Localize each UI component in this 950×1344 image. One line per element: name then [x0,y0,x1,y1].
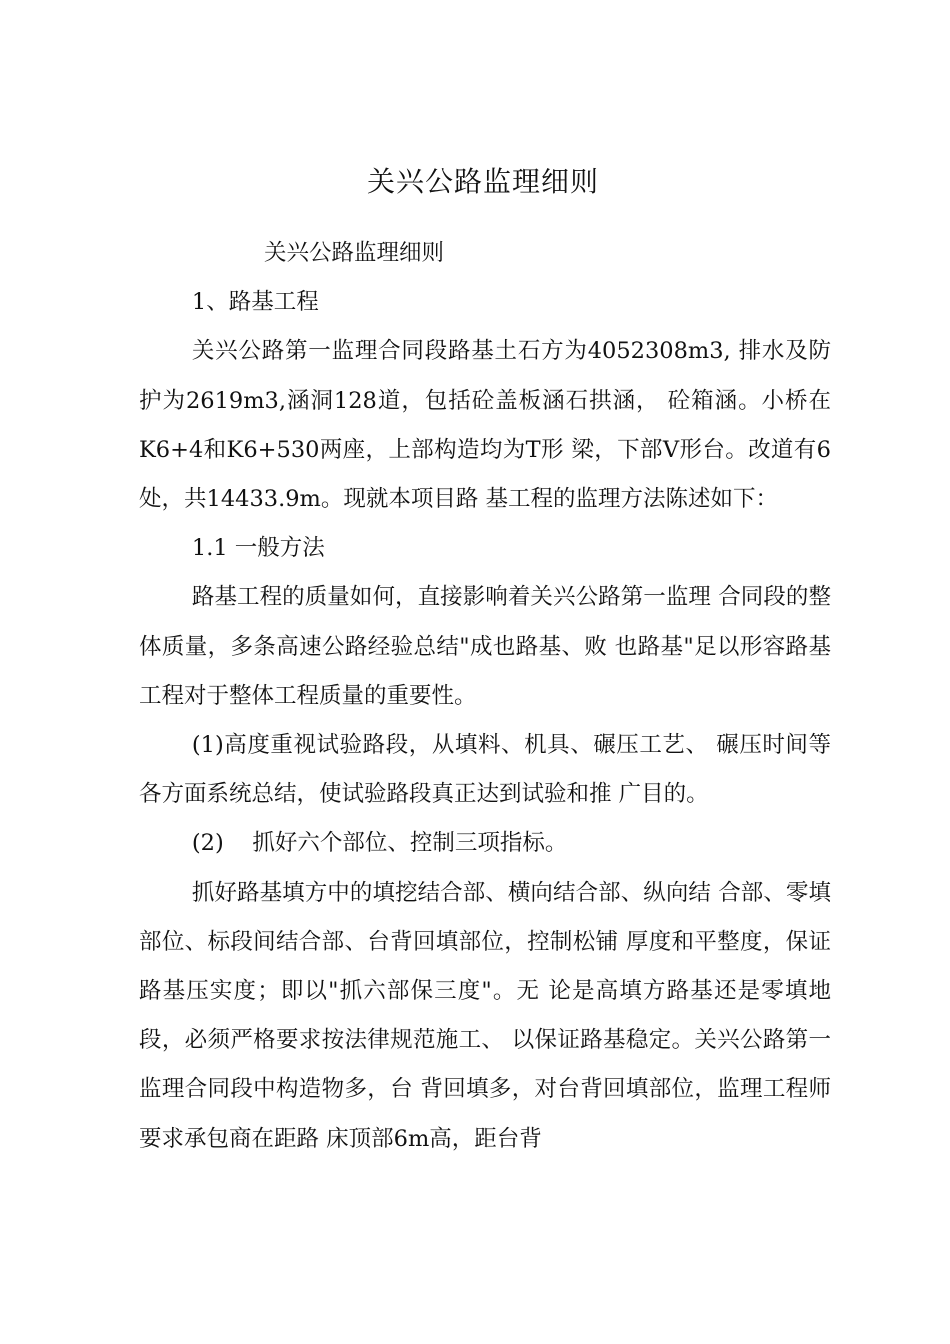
section-heading-1-1: 1.1 一般方法 [191,535,325,562]
section-heading-1: 1、路基工程 [191,289,319,316]
document-body [139,229,831,1164]
document-title: 关兴公路监理细则 [366,165,599,198]
paragraph-1: 关兴公路第一监理合同段路基土石方为4052308m3, 排水及防护为2619m3,涵洞128道，包括砼盖板涵石拱涵， 砼箱涵。小桥在K6+4和K6+530两座，上部构造均为T形 梁，下部V形台。改道有6处，共14433.9m。现就本项目路 基工程的监理方法陈述如下： [139,338,831,513]
paragraph-2: 路基工程的质量如何，直接影响着关兴公路第一监理 合同段的整体质量，多条高速公路经验总结"成也路基、败 也路基"足以形容路基工程对于整体工程质量的重要性。 [139,584,831,709]
paragraph-3: (1)高度重视试验路段，从填料、机具、碾压工艺、 碾压时间等各方面系统总结，使试验路段真正达到试验和推 广目的。 [139,732,831,808]
document-subtitle: 关兴公路监理细则 [264,240,445,266]
paragraph-4: (2) 抓好六个部位、控制三项指标。 [191,830,568,857]
paragraph-5: 抓好路基填方中的填挖结合部、横向结合部、纵向结 合部、零填部位、标段间结合部、台背回填部位，控制松铺 厚度和平整度，保证路基压实度；即以"抓六部保三度"。无 论是高填方路基还是零填地段，必须严格要求按法律规范施工、 以保证路基稳定。关兴公路第一监理合同段中构造物多，台 背回填多，对台背回填部位，监理工程师要求承包商在距路 床顶部6m高，距台背 [139,879,831,1152]
